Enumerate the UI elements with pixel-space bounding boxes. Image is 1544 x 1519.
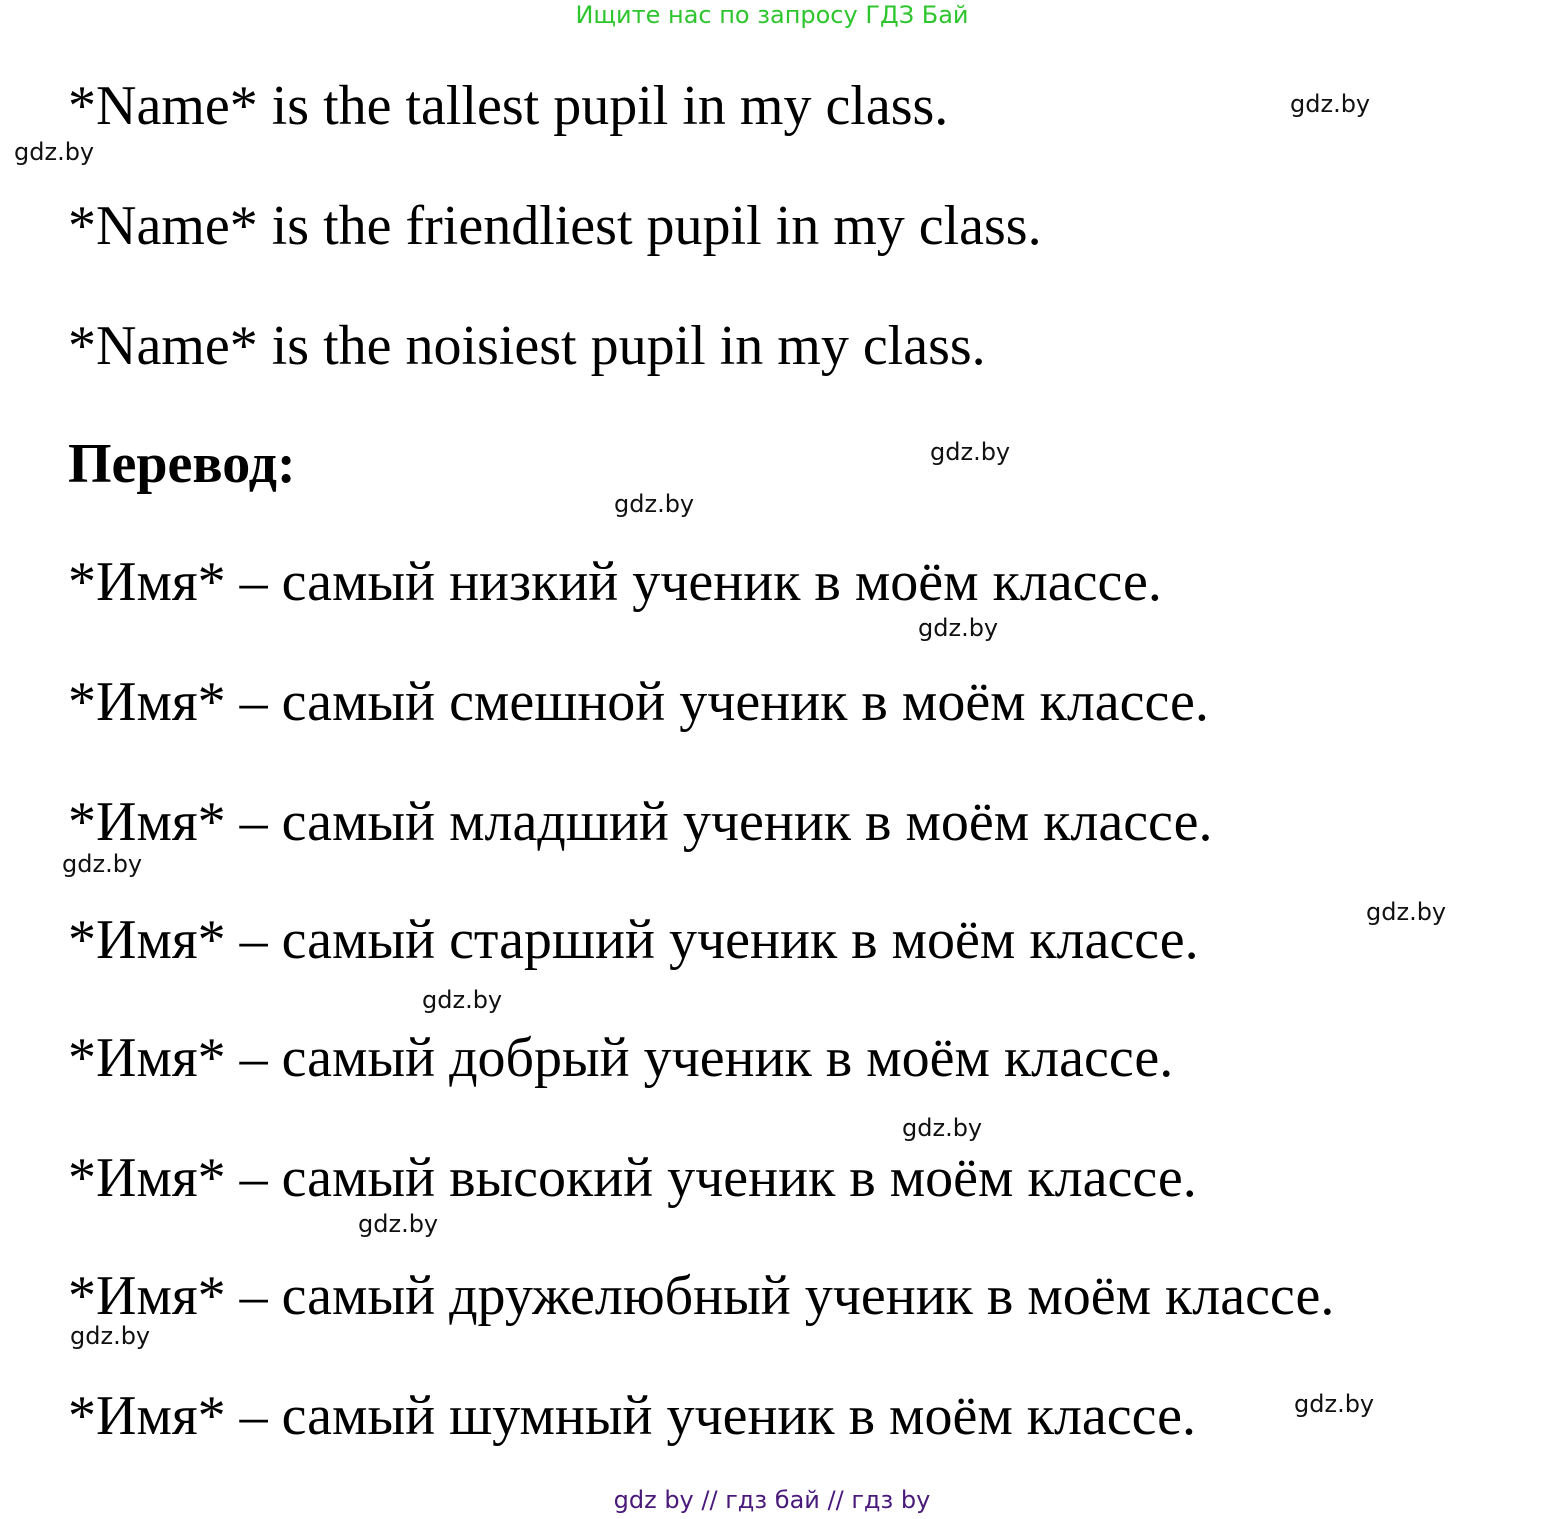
watermark: gdz.by — [930, 438, 1011, 466]
russian-line-6: *Имя* – самый высокий ученик в моём классе. — [68, 1147, 1197, 1209]
russian-line-3: *Имя* – самый младший ученик в моём классе. — [68, 791, 1213, 853]
watermark: gdz.by — [1290, 90, 1371, 118]
translation-heading: Перевод: — [68, 433, 296, 495]
watermark: gdz.by — [1294, 1390, 1375, 1418]
english-line-2: *Name* is the friendliest pupil in my class. — [68, 195, 1042, 257]
russian-line-7: *Имя* – самый дружелюбный ученик в моём классе. — [68, 1265, 1335, 1327]
watermark: gdz.by — [358, 1210, 439, 1238]
russian-line-5: *Имя* – самый добрый ученик в моём классе. — [68, 1027, 1174, 1089]
english-line-1: *Name* is the tallest pupil in my class. — [68, 75, 949, 137]
search-hint-banner: Ищите нас по запросу ГДЗ Бай — [575, 1, 969, 29]
russian-line-2: *Имя* – самый смешной ученик в моём классе. — [68, 671, 1209, 733]
watermark: gdz.by — [62, 850, 143, 878]
watermark: gdz.by — [1366, 898, 1447, 926]
watermark: gdz.by — [14, 138, 95, 166]
watermark: gdz.by — [70, 1322, 151, 1350]
watermark: gdz.by — [614, 490, 695, 518]
english-line-3: *Name* is the noisiest pupil in my class. — [68, 315, 986, 377]
watermark: gdz.by — [422, 986, 503, 1014]
footer-links: gdz by // гдз бай // гдз by — [613, 1486, 931, 1514]
watermark: gdz.by — [902, 1114, 983, 1142]
russian-line-1: *Имя* – самый низкий ученик в моём классе. — [68, 551, 1162, 613]
russian-line-4: *Имя* – самый старший ученик в моём классе. — [68, 909, 1199, 971]
watermark: gdz.by — [918, 614, 999, 642]
russian-line-8: *Имя* – самый шумный ученик в моём классе. — [68, 1385, 1197, 1447]
